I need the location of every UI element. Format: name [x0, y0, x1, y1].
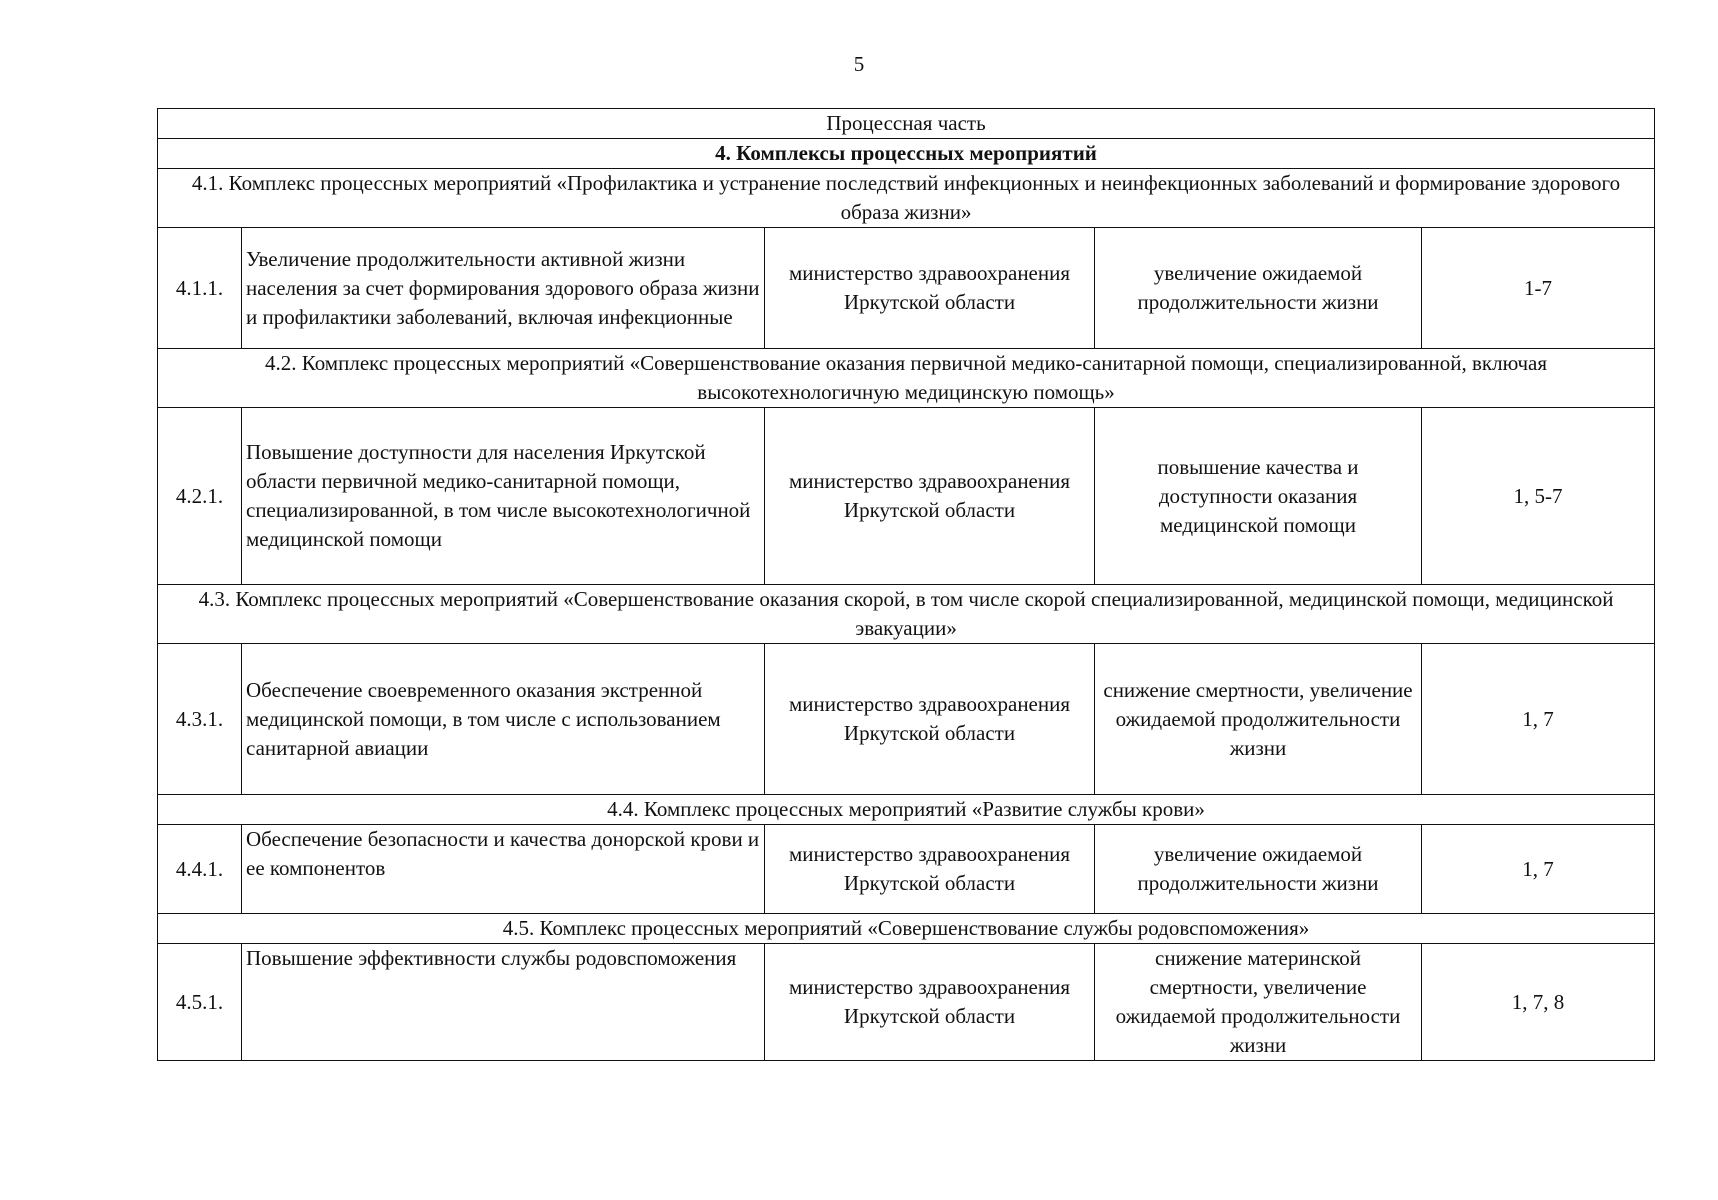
group-title: 4.3. Комплекс процессных мероприятий «Совершенствование оказания скорой, в том числе скорой специализированной, медицинской помощи, медицинской эвакуации»: [158, 585, 1655, 644]
measure-number: 4.1.1.: [158, 228, 242, 349]
measure-indicator-link: 1-7: [1422, 228, 1655, 349]
group-title-row: [158, 795, 1655, 825]
section-title: 4. Комплексы процессных мероприятий: [158, 139, 1655, 169]
table-row: [158, 228, 1655, 349]
measure-name: Повышение эффективности службы родовспоможения: [242, 944, 765, 1061]
measure-number: 4.4.1.: [158, 825, 242, 914]
measure-number: 4.3.1.: [158, 644, 242, 795]
measure-name: Повышение доступности для населения Иркутской области первичной медико-санитарной помощи, специализированной, в том числе высокотехнологичной медицинской помощи: [242, 408, 765, 585]
group-title-row: [158, 585, 1655, 644]
measure-responsible: министерство здравоохранения Иркутской области: [765, 944, 1095, 1061]
section-title-row: [158, 139, 1655, 169]
measure-result: снижение смертности, увеличение ожидаемой продолжительности жизни: [1095, 644, 1422, 795]
group-title: 4.1. Комплекс процессных мероприятий «Профилактика и устранение последствий инфекционных и неинфекционных заболеваний и формирование здорового образа жизни»: [158, 169, 1655, 228]
group-title: 4.4. Комплекс процессных мероприятий «Развитие службы крови»: [158, 795, 1655, 825]
measure-indicator-link: 1, 5-7: [1422, 408, 1655, 585]
table-row: [158, 944, 1655, 1061]
group-title: 4.5. Комплекс процессных мероприятий «Совершенствование службы родовспоможения»: [158, 914, 1655, 944]
measure-indicator-link: 1, 7: [1422, 644, 1655, 795]
process-measures-table: [157, 108, 1655, 1061]
measure-indicator-link: 1, 7, 8: [1422, 944, 1655, 1061]
part-title: Процессная часть: [158, 109, 1655, 139]
measure-result: снижение материнской смертности, увеличение ожидаемой продолжительности жизни: [1095, 944, 1422, 1061]
group-title-row: [158, 914, 1655, 944]
measure-number: 4.2.1.: [158, 408, 242, 585]
measure-indicator-link: 1, 7: [1422, 825, 1655, 914]
table-row: [158, 408, 1655, 585]
measure-result: увеличение ожидаемой продолжительности жизни: [1095, 825, 1422, 914]
measure-responsible: министерство здравоохранения Иркутской области: [765, 408, 1095, 585]
measure-result: увеличение ожидаемой продолжительности жизни: [1095, 228, 1422, 349]
group-title: 4.2. Комплекс процессных мероприятий «Совершенствование оказания первичной медико-санитарной помощи, специализированной, включая высокотехнологичную медицинскую помощь»: [158, 349, 1655, 408]
measure-name: Обеспечение безопасности и качества донорской крови и ее компонентов: [242, 825, 765, 914]
measure-responsible: министерство здравоохранения Иркутской области: [765, 228, 1095, 349]
measure-responsible: министерство здравоохранения Иркутской области: [765, 644, 1095, 795]
group-title-row: [158, 169, 1655, 228]
measure-number: 4.5.1.: [158, 944, 242, 1061]
part-title-row: [158, 109, 1655, 139]
measure-name: Обеспечение своевременного оказания экстренной медицинской помощи, в том числе с использованием санитарной авиации: [242, 644, 765, 795]
measure-result: повышение качества и доступности оказания медицинской помощи: [1095, 408, 1422, 585]
measure-name: Увеличение продолжительности активной жизни населения за счет формирования здорового образа жизни и профилактики заболеваний, включая инфекционные: [242, 228, 765, 349]
table-row: [158, 825, 1655, 914]
group-title-row: [158, 349, 1655, 408]
measure-responsible: министерство здравоохранения Иркутской области: [765, 825, 1095, 914]
table-row: [158, 644, 1655, 795]
page-number: 5: [853, 52, 865, 76]
